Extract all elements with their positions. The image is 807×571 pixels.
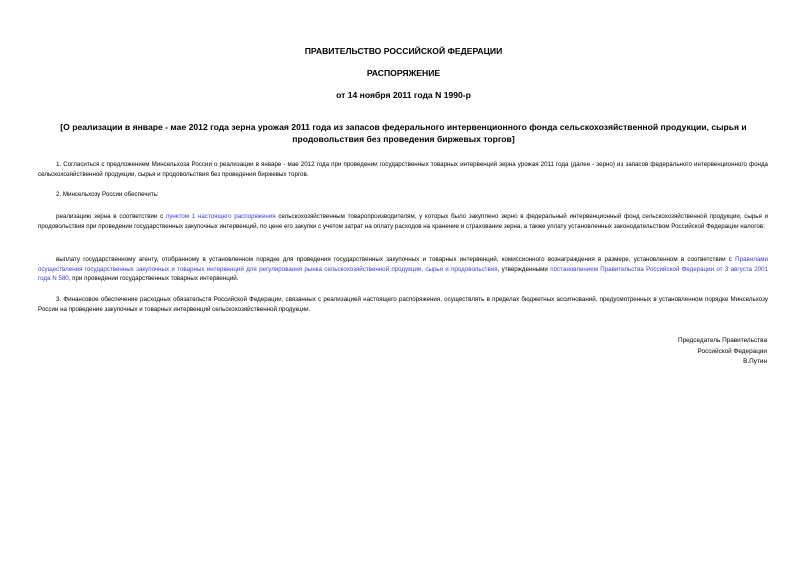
link-paragraph-1[interactable]: пунктом 1 настоящего распоряжения — [165, 213, 276, 220]
paragraph-3 — [38, 212, 768, 231]
paragraph-2: 2. Минсельхозу России обеспечить: — [56, 191, 159, 198]
paragraph-5: 3. Финансовое обеспечение расходных обязательств Российской Федерации, связанных с реализацией настоящего распоряжения, осуществлять в пределах бюджетных ассигнований, предусмотренных в установленном порядке Минсельхозу России на проведение закупочных и товарных интервенций сельскохозяйственной продукции. — [38, 296, 768, 313]
paragraph-4 — [38, 255, 768, 284]
signature-country: Российской Федерации — [697, 347, 767, 355]
document-title: [О реализации в январе - мае 2012 года зерна урожая 2011 года из запасов федерального интервенционного фонда сельскохозяйственной продукции, сырья и продовольствия без проведения биржевых торгов] — [60, 122, 747, 144]
signature-position: Председатель Правительства — [678, 337, 767, 344]
signature-block — [567, 336, 767, 368]
link-resolution-580[interactable]: постановлением Правительства Российской Федерации от 3 августа 2001 года N 580 — [38, 265, 768, 282]
paragraph-1: 1. Согласиться с предложением Минсельхоза России о реализации в январе - мае 2012 года при проведении государственных товарных интервенций зерна урожая 2011 года (далее - зерно) из запасов федерального интервенционного фонда сельскохозяйственной продукции, сырья и продовольствия без проведения биржевых торгов. — [38, 161, 768, 178]
document-type: РАСПОРЯЖЕНИЕ — [366, 68, 441, 78]
document-date-number: от 14 ноября 2011 года N 1990-р — [336, 90, 471, 100]
link-intervention-rules[interactable]: Правилами осуществления государственных закупочных и товарных интервенций для регулирования рынка сельскохозяйственной продукции, сырья и продовольствия — [38, 256, 768, 273]
paragraph-3-text-before: реализацию зерна в соответствии с — [56, 213, 166, 220]
paragraph-3-text-after: сельскохозяйственным товаропроизводителям, у которых было закуплено зерно в федеральный интервенционный фонд сельскохозяйственной продукции, сырья и продовольствия при проведении государственных закупочных интервенций, по цене его закупки с учетом затрат на оплату расходов на хранение и страхование зерна, а также уплату установленных законодательством Российской Федерации налогов; — [38, 213, 768, 230]
paragraph-4-text-middle: , утвержденными — [497, 265, 551, 273]
paragraph-4-text-before: выплату государственному агенту, отобранному в установленном порядке для проведения государственных закупочных и товарных интервенций, комиссионного вознаграждения в размере, установленном в соответствии с — [56, 256, 736, 263]
paragraph-4-text-after: , при проведении государственных товарных интервенций. — [68, 275, 239, 282]
government-heading: ПРАВИТЕЛЬСТВО РОССИЙСКОЙ ФЕДЕРАЦИИ — [304, 46, 503, 56]
signature-name: В.Путин — [743, 358, 767, 365]
